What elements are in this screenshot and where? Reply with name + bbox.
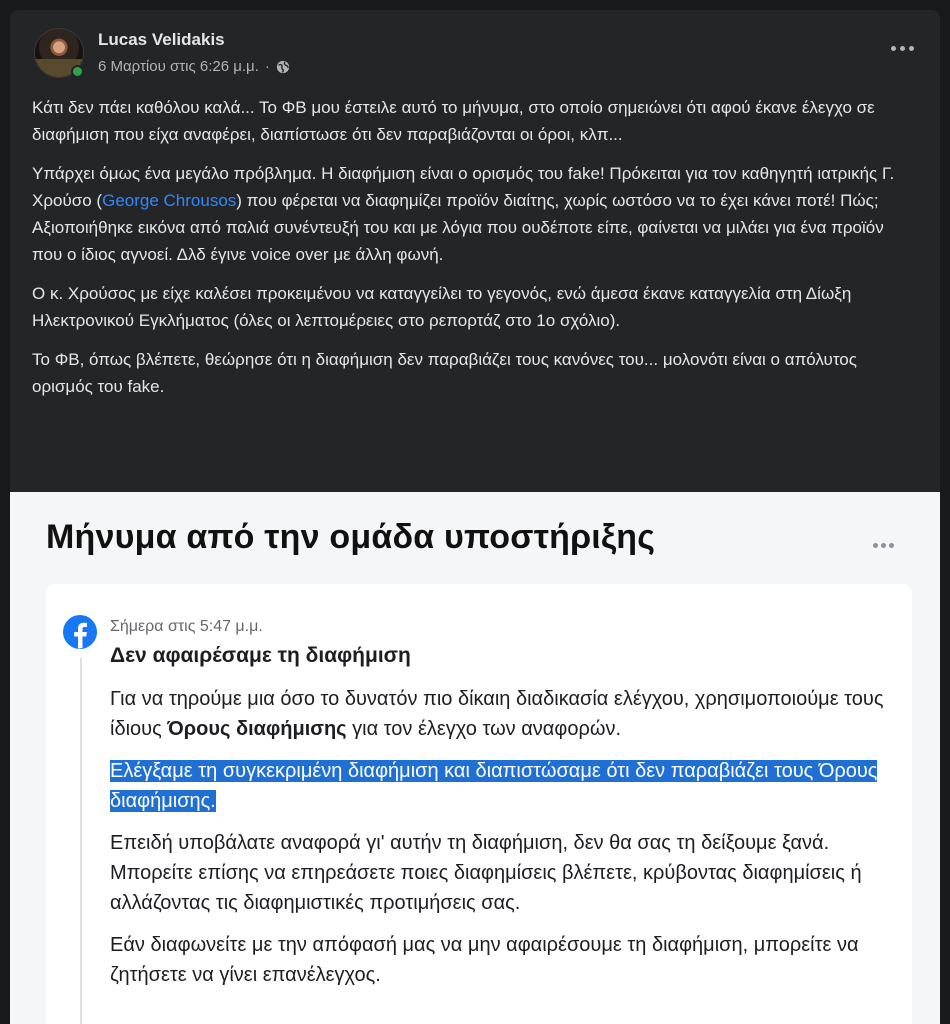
post-paragraph-2-text: ) που φέρεται να διαφημίζει προϊόν διαίτης, χωρίς ωστόσο να το έχει κάνει ποτέ! Πώς; Αξιοποιήθηκε εικόνα από παλιά συνέντευξή του και με λόγια που ουδέποτε είπε, φαίνεται να μιλάει για ένα προϊόν που ο ίδιος αγνοεί. Δλδ έγινε voice over με άλλη φωνή.: [32, 191, 884, 264]
globe-icon[interactable]: [276, 60, 290, 74]
tagged-person-link[interactable]: George Chrousos: [102, 191, 237, 210]
message-paragraph-1-text: για τον έλεγχο των αναφορών.: [346, 718, 622, 740]
message-heading: Δεν αφαιρέσαμε τη διαφήμιση: [110, 644, 411, 667]
post-header: [10, 10, 940, 86]
author-name[interactable]: Lucas Velidakis: [98, 30, 225, 49]
more-dot: [900, 46, 905, 51]
message-paragraph-1: [110, 684, 890, 744]
message-body: [110, 684, 890, 1002]
post-paragraph-2-text: Υπάρχει όμως ένα μεγάλο πρόβλημα. Η διαφήμιση είναι ο ορισμός του fake! Πρόκειται για τον καθηγητή ιατρικής Γ. Χρούσο (: [32, 164, 895, 210]
message-time: Σήμερα στις 5:47 μ.μ.: [110, 618, 263, 635]
post-paragraph-4: Το ΦΒ, όπως βλέπετε, θεώρησε ότι η διαφήμιση δεν παραβιάζει τους κανόνες του... μολονότι είναι ο απόλυτος ορισμός του fake.: [32, 350, 857, 396]
highlighted-text: Ελέγξαμε τη συγκεκριμένη διαφήμιση και διαπιστώσαμε ότι δεν παραβιάζει τους Όρους διαφήμισης.: [110, 760, 878, 812]
more-dot: [873, 543, 878, 548]
support-message-card: [46, 584, 912, 1024]
post-timestamp[interactable]: 6 Μαρτίου στις 6:26 μ.μ.: [98, 58, 259, 75]
screenshot-more-options-icon: [868, 539, 898, 551]
more-dot: [909, 46, 914, 51]
facebook-logo-icon: [62, 614, 98, 650]
more-dot: [881, 543, 886, 548]
support-inbox-title: Μήνυμα από την ομάδα υποστήριξης: [46, 518, 656, 556]
post-paragraph-2: [32, 160, 912, 268]
meta-separator: ·: [264, 58, 270, 75]
ad-terms-emphasis: Όρους διαφήμισης: [167, 718, 347, 740]
message-paragraph-2: [110, 756, 890, 816]
post-meta: [98, 58, 290, 75]
online-status-icon: [71, 65, 84, 78]
message-paragraph-4: Εάν διαφωνείτε με την απόφασή μας να μην αφαιρέσουμε τη διαφήμιση, μπορείτε να ζητήσετε να γίνει επανέλεγχος.: [110, 934, 859, 986]
thread-line: [80, 658, 82, 1024]
post-body: [32, 94, 912, 412]
post-card: [10, 10, 940, 1024]
post-more-options-icon[interactable]: [884, 38, 920, 58]
attached-screenshot-image[interactable]: [10, 492, 940, 1024]
message-paragraph-3: Επειδή υποβάλατε αναφορά γι' αυτήν τη διαφήμιση, δεν θα σας τη δείξουμε ξανά. Μπορείτε επίσης να επηρεάσετε ποιες διαφημίσεις βλέπετε, κρύβοντας διαφημίσεις ή αλλάζοντας τις διαφημιστικές προτιμήσεις σας.: [110, 832, 862, 914]
post-paragraph-3: Ο κ. Χρούσος με είχε καλέσει προκειμένου να καταγγείλει το γεγονός, ενώ άμεσα έκανε καταγγελία στη Δίωξη Ηλεκτρονικού Εγκλήματος (όλες οι λεπτομέρειες στο ρεπορτάζ στο 1ο σχόλιο).: [32, 284, 852, 330]
message-paragraph-1-text: Για να τηρούμε μια όσο το δυνατόν πιο δίκαιη διαδικασία ελέγχου, χρησιμοποιούμε τους ίδιους: [110, 688, 884, 740]
post-paragraph-1: Κάτι δεν πάει καθόλου καλά... Το ΦΒ μου έστειλε αυτό το μήνυμα, στο οποίο σημειώνει ότι αφού έκανε έλεγχο σε διαφήμιση που είχα αναφέρει, διαπίστωσε ότι δεν παραβιάζονται οι όροι, κλπ...: [32, 98, 875, 144]
more-dot: [889, 543, 894, 548]
more-dot: [891, 46, 896, 51]
